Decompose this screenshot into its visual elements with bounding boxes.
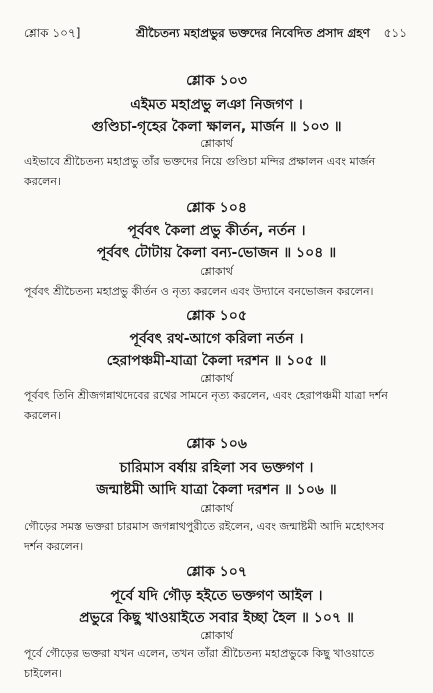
translation-line: করলেন।: [24, 409, 61, 422]
translation-text: [24, 282, 411, 302]
verse-line: হেরাপঞ্চমী-যাত্রা কৈলা দরশন ॥ ১০৫ ॥: [106, 353, 327, 369]
translation-text: [24, 386, 411, 426]
translation-label: শ্লোকার্থ: [200, 137, 233, 150]
translation-line: গৌড়ের সমস্ত ভক্তরা চারমাস জগন্নাথপুরীতে রইলেন, এবং জন্মাষ্টমী আদি মহোৎসব: [24, 520, 385, 533]
translation-text: [24, 644, 411, 684]
header-page-number: ৫১১: [383, 26, 407, 40]
verse-line: পূর্ববৎ টোটায় কৈলা বন্য-ভোজন ॥ ১০৪ ॥: [96, 245, 337, 261]
translation-line: করলেন।: [24, 175, 61, 188]
translation-line: এইভাবে শ্রীচৈতন্য মহাপ্রভু তাঁর ভক্তদের নিয়ে গুণ্ডিচা মন্দির প্রক্ষালন এবং মার্জন: [24, 155, 376, 168]
verse-line: চারিমাস বর্ষায় রহিলা সব ভক্তগণ ।: [119, 460, 314, 476]
verse-line: পূর্ববৎ কৈলা প্রভু কীর্তন, নর্তন ।: [127, 223, 306, 239]
translation-label: শ্লোকার্থ: [200, 502, 233, 515]
translation-line: পূর্ববৎ তিনি শ্রীজগন্নাথদেবের রথের সামনে নৃত্য করলেন, এবং হেরাপঞ্চমী যাত্রা দর্শন: [24, 389, 388, 402]
verse-heading: শ্লোক ১০৭: [186, 564, 247, 580]
translation-text: [24, 152, 411, 192]
verse-line: জন্মাষ্টমী আদি যাত্রা কৈলা দরশন ॥ ১০৬ ॥: [96, 482, 337, 498]
translation-line: পূর্বে গৌড়ের ভক্তরা যখন এলেন, তখন তাঁরা শ্রীচৈতন্য মহাপ্রভুকে কিছু খাওয়াতে: [24, 647, 375, 660]
verse-line: পূর্ববৎ রথ-আগে করিলা নর্তন ।: [129, 331, 304, 347]
verse-heading: শ্লোক ১০৩: [186, 73, 247, 89]
translation-text: [24, 517, 411, 557]
translation-label: শ্লোকার্থ: [200, 265, 233, 278]
translation-label: শ্লোকার্থ: [200, 372, 233, 385]
verse-line: এইমত মহাপ্রভু লঞা নিজগণ ।: [130, 97, 303, 113]
verse-line: গুণ্ডিচা-গৃহের কৈলা ক্ষালন, মার্জন ॥ ১০৩ ॥: [91, 119, 342, 135]
translation-line: চাইলেন।: [24, 667, 62, 680]
verse-heading: শ্লোক ১০৪: [186, 200, 247, 216]
verse-heading: শ্লোক ১০৫: [186, 308, 247, 324]
verse-line: প্রভুরে কিছু খাওয়াইতে সবার ইচ্ছা হৈল ॥ ১০৭ ॥: [79, 610, 354, 626]
translation-line: পূর্ববৎ শ্রীচৈতন্য মহাপ্রভু কীর্তন ও নৃত্য করলেন এবং উদ্যানে বনভোজন করলেন।: [24, 285, 374, 298]
translation-line: দর্শন করলেন।: [24, 540, 84, 553]
verse-heading: শ্লোক ১০৬: [186, 436, 247, 452]
header-verse-range: শ্লোক ১০৭]: [24, 26, 81, 40]
header-chapter-title: শ্রীচৈতন্য মহাপ্রভুর ভক্তদের নিবেদিত প্রসাদ গ্রহণ: [136, 26, 370, 40]
verse-line: পূর্বে যদি গৌড় হইতে ভক্তগণ আইল ।: [110, 588, 323, 604]
page-header: [24, 25, 407, 43]
translation-label: শ্লোকার্থ: [200, 629, 233, 642]
